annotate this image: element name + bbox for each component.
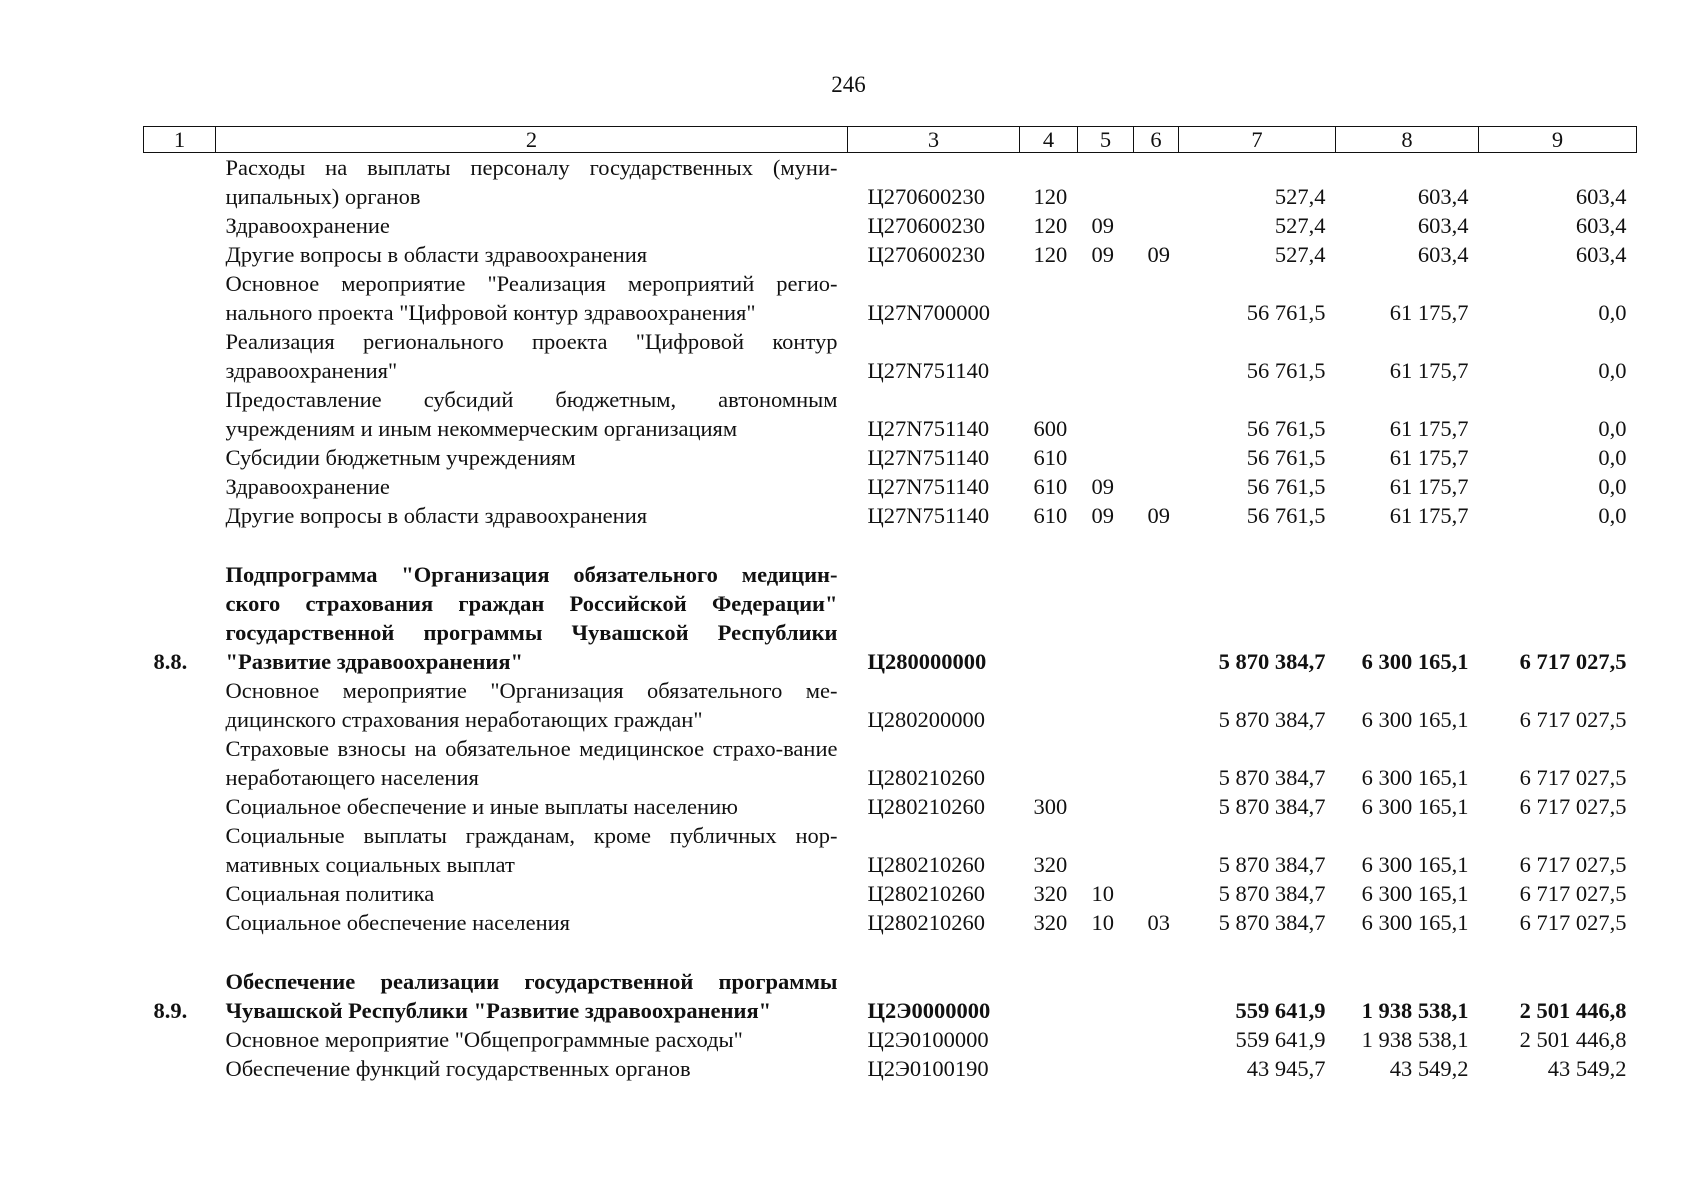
spacer-row: [144, 530, 1637, 560]
expense-type-code: 610: [1033, 474, 1068, 499]
amount-col-7: 5 870 384,7: [1218, 707, 1326, 732]
page-number: 246: [831, 72, 866, 97]
amount-col-7: 527,4: [1274, 213, 1326, 238]
target-code: Ц27N751140: [867, 474, 990, 499]
amount-col-7: 5 870 384,7: [1218, 649, 1326, 674]
row-name: Обеспечение реализации государственной программы Чувашской Республики "Развитие здравоохранения": [225, 969, 838, 1023]
subsection-code: [1134, 1025, 1179, 1054]
column-header-9: 9: [1479, 127, 1637, 153]
table-row: [144, 1054, 1637, 1083]
expense-type-code: 610: [1033, 445, 1068, 470]
table-row: [144, 879, 1637, 908]
amount-col-8: 1 938 538,1: [1361, 1027, 1469, 1052]
section-number: 8.8.: [153, 649, 188, 674]
section-code: 09: [1091, 213, 1114, 238]
section-code: [1078, 821, 1134, 879]
subsection-code: [1134, 472, 1179, 501]
column-header-2: 2: [216, 127, 848, 153]
subsection-code: [1134, 560, 1179, 676]
expense-type-code: [1020, 967, 1078, 1025]
row-name: Социальные выплаты гражданам, кроме публичных нор-мативных социальных выплат: [225, 823, 838, 877]
amount-col-7: 559 641,9: [1235, 1027, 1326, 1052]
table-row: [144, 443, 1637, 472]
section-number: [144, 385, 216, 443]
amount-col-8: 61 175,7: [1389, 474, 1469, 499]
section-number: [144, 879, 216, 908]
table-row: [144, 472, 1637, 501]
amount-col-8: 61 175,7: [1389, 416, 1469, 441]
amount-col-9: 43 549,2: [1547, 1056, 1627, 1081]
amount-col-7: 5 870 384,7: [1218, 794, 1326, 819]
section-code: [1078, 676, 1134, 734]
section-code: [1078, 792, 1134, 821]
section-number: [144, 501, 216, 530]
target-code: Ц280210260: [867, 765, 985, 790]
amount-col-9: 6 717 027,5: [1519, 910, 1627, 935]
amount-col-7: 56 761,5: [1246, 300, 1326, 325]
amount-col-9: 603,4: [1575, 184, 1627, 209]
section-code: [1078, 269, 1134, 327]
amount-col-9: 6 717 027,5: [1519, 649, 1627, 674]
target-code: Ц2Э0100190: [867, 1056, 989, 1081]
table-row: [144, 908, 1637, 937]
section-number: [144, 443, 216, 472]
row-name: Здравоохранение: [225, 213, 390, 238]
table-row: [144, 792, 1637, 821]
row-name: Предоставление субсидий бюджетным, автономным учреждениям и иным некоммерческим организациям: [225, 387, 838, 441]
amount-col-9: 2 501 446,8: [1519, 1027, 1627, 1052]
amount-col-7: 56 761,5: [1246, 358, 1326, 383]
table-row: [144, 560, 1637, 676]
target-code: Ц280210260: [867, 881, 985, 906]
row-name: Здравоохранение: [225, 474, 390, 499]
table-row: [144, 327, 1637, 385]
table-row: [144, 1025, 1637, 1054]
expense-type-code: 320: [1033, 881, 1068, 906]
table-row: [144, 676, 1637, 734]
expense-type-code: 320: [1033, 852, 1068, 877]
amount-col-9: 603,4: [1575, 213, 1627, 238]
target-code: Ц280210260: [867, 910, 985, 935]
amount-col-9: 6 717 027,5: [1519, 881, 1627, 906]
amount-col-7: 527,4: [1274, 242, 1326, 267]
subsection-code: [1134, 153, 1179, 212]
section-number: [144, 821, 216, 879]
amount-col-9: 0,0: [1598, 474, 1627, 499]
section-number: [144, 472, 216, 501]
section-code: [1078, 385, 1134, 443]
table-row: [144, 385, 1637, 443]
subsection-code: 09: [1147, 503, 1170, 528]
expense-type-code: 120: [1033, 184, 1068, 209]
section-code: [1078, 443, 1134, 472]
row-name: Реализация регионального проекта "Цифровой контур здравоохранения": [225, 329, 838, 383]
expense-type-code: 120: [1033, 213, 1068, 238]
section-code: [1078, 1025, 1134, 1054]
column-header-3: 3: [848, 127, 1020, 153]
column-number-header-row: [144, 127, 1637, 153]
column-header-4: 4: [1020, 127, 1078, 153]
subsection-code: [1134, 734, 1179, 792]
row-name: Субсидии бюджетным учреждениям: [225, 445, 576, 470]
amount-col-7: 56 761,5: [1246, 474, 1326, 499]
amount-col-8: 61 175,7: [1389, 358, 1469, 383]
subsection-code: 03: [1147, 910, 1170, 935]
target-code: Ц2Э0100000: [867, 1027, 989, 1052]
expense-type-code: 300: [1033, 794, 1068, 819]
amount-col-8: 61 175,7: [1389, 445, 1469, 470]
section-code: [1078, 734, 1134, 792]
subsection-code: 09: [1147, 242, 1170, 267]
amount-col-9: 0,0: [1598, 445, 1627, 470]
expense-type-code: [1020, 734, 1078, 792]
section-number: [144, 327, 216, 385]
amount-col-9: 6 717 027,5: [1519, 852, 1627, 877]
column-header-1: 1: [144, 127, 216, 153]
section-number: 8.9.: [153, 998, 188, 1023]
subsection-code: [1134, 676, 1179, 734]
amount-col-9: 0,0: [1598, 503, 1627, 528]
amount-col-8: 61 175,7: [1389, 503, 1469, 528]
target-code: Ц27N751140: [867, 445, 990, 470]
table-row: [144, 153, 1637, 212]
target-code: Ц280210260: [867, 794, 985, 819]
row-name: Другие вопросы в области здравоохранения: [225, 242, 648, 267]
spacer-cell: [144, 530, 1637, 560]
section-code: 09: [1091, 474, 1114, 499]
amount-col-8: 1 938 538,1: [1361, 998, 1469, 1023]
subsection-code: [1134, 269, 1179, 327]
amount-col-8: 6 300 165,1: [1361, 881, 1469, 906]
section-code: 10: [1091, 910, 1114, 935]
section-number: [144, 240, 216, 269]
section-number: [144, 269, 216, 327]
target-code: Ц270600230: [867, 242, 985, 267]
amount-col-7: 5 870 384,7: [1218, 910, 1326, 935]
table-row: [144, 211, 1637, 240]
row-name: Основное мероприятие "Общепрограммные расходы": [225, 1027, 743, 1052]
target-code: Ц2Э0000000: [867, 998, 991, 1023]
section-code: [1078, 967, 1134, 1025]
section-code: 09: [1091, 503, 1114, 528]
table-row: [144, 734, 1637, 792]
budget-table: [143, 126, 1637, 1083]
amount-col-8: 43 549,2: [1389, 1056, 1469, 1081]
amount-col-9: 603,4: [1575, 242, 1627, 267]
subsection-code: [1134, 443, 1179, 472]
row-name: Расходы на выплаты персоналу государственных (муни-ципальных) органов: [225, 155, 838, 209]
section-code: 09: [1091, 242, 1114, 267]
expense-type-code: [1020, 676, 1078, 734]
subsection-code: [1134, 211, 1179, 240]
expense-type-code: [1020, 1025, 1078, 1054]
amount-col-8: 6 300 165,1: [1361, 765, 1469, 790]
target-code: Ц280000000: [867, 649, 987, 674]
amount-col-7: 5 870 384,7: [1218, 881, 1326, 906]
expense-type-code: 600: [1033, 416, 1068, 441]
row-name: Страховые взносы на обязательное медицинское страхо-вание неработающего населения: [225, 736, 838, 790]
amount-col-7: 5 870 384,7: [1218, 765, 1326, 790]
amount-col-9: 6 717 027,5: [1519, 794, 1627, 819]
target-code: Ц27N751140: [867, 503, 990, 528]
amount-col-9: 6 717 027,5: [1519, 707, 1627, 732]
amount-col-8: 603,4: [1417, 184, 1469, 209]
amount-col-8: 603,4: [1417, 242, 1469, 267]
amount-col-8: 6 300 165,1: [1361, 707, 1469, 732]
target-code: Ц27N700000: [867, 300, 990, 325]
amount-col-9: 0,0: [1598, 300, 1627, 325]
section-code: [1078, 1054, 1134, 1083]
target-code: Ц270600230: [867, 184, 985, 209]
table-row: [144, 240, 1637, 269]
row-name: Социальное обеспечение населения: [225, 910, 571, 935]
amount-col-7: 43 945,7: [1246, 1056, 1326, 1081]
subsection-code: [1134, 967, 1179, 1025]
column-header-5: 5: [1078, 127, 1134, 153]
section-number: [144, 676, 216, 734]
expense-type-code: [1020, 560, 1078, 676]
amount-col-7: 56 761,5: [1246, 416, 1326, 441]
table-row: [144, 967, 1637, 1025]
table-row: [144, 269, 1637, 327]
amount-col-8: 6 300 165,1: [1361, 852, 1469, 877]
expense-type-code: 610: [1033, 503, 1068, 528]
amount-col-9: 2 501 446,8: [1519, 998, 1627, 1023]
amount-col-9: 6 717 027,5: [1519, 765, 1627, 790]
expense-type-code: 320: [1033, 910, 1068, 935]
row-name: Другие вопросы в области здравоохранения: [225, 503, 648, 528]
subsection-code: [1134, 792, 1179, 821]
section-number: [144, 211, 216, 240]
target-code: Ц27N751140: [867, 358, 990, 383]
row-name: Социальное обеспечение и иные выплаты населению: [225, 794, 738, 819]
section-code: [1078, 327, 1134, 385]
subsection-code: [1134, 385, 1179, 443]
amount-col-8: 6 300 165,1: [1361, 794, 1469, 819]
target-code: Ц27N751140: [867, 416, 990, 441]
amount-col-9: 0,0: [1598, 358, 1627, 383]
section-number: [144, 1025, 216, 1054]
amount-col-8: 6 300 165,1: [1361, 649, 1469, 674]
target-code: Ц280210260: [867, 852, 985, 877]
amount-col-8: 6 300 165,1: [1361, 910, 1469, 935]
section-number: [144, 153, 216, 212]
amount-col-9: 0,0: [1598, 416, 1627, 441]
subsection-code: [1134, 327, 1179, 385]
section-code: [1078, 560, 1134, 676]
spacer-cell: [144, 937, 1637, 967]
row-name: Обеспечение функций государственных органов: [225, 1056, 691, 1081]
column-header-8: 8: [1336, 127, 1479, 153]
subsection-code: [1134, 1054, 1179, 1083]
expense-type-code: [1020, 327, 1078, 385]
table-row: [144, 821, 1637, 879]
amount-col-7: 5 870 384,7: [1218, 852, 1326, 877]
section-number: [144, 908, 216, 937]
amount-col-8: 603,4: [1417, 213, 1469, 238]
section-code: 10: [1091, 881, 1114, 906]
section-number: [144, 1054, 216, 1083]
target-code: Ц270600230: [867, 213, 985, 238]
row-name: Социальная политика: [225, 881, 435, 906]
amount-col-7: 56 761,5: [1246, 445, 1326, 470]
subsection-code: [1134, 821, 1179, 879]
row-name: Подпрограмма "Организация обязательного медицин-ского страхования граждан Российской Федерации" государственной программы Чувашской Республики "Развитие здравоохранения": [225, 562, 838, 674]
table-row: [144, 501, 1637, 530]
target-code: Ц280200000: [867, 707, 985, 732]
amount-col-7: 56 761,5: [1246, 503, 1326, 528]
column-header-6: 6: [1134, 127, 1179, 153]
section-code: [1078, 153, 1134, 212]
column-header-7: 7: [1179, 127, 1336, 153]
expense-type-code: [1020, 1054, 1078, 1083]
amount-col-8: 61 175,7: [1389, 300, 1469, 325]
row-name: Основное мероприятие "Реализация мероприятий регио-нального проекта "Цифровой контур здравоохранения": [225, 271, 838, 325]
section-number: [144, 734, 216, 792]
table-body: [144, 153, 1637, 1084]
subsection-code: [1134, 879, 1179, 908]
expense-type-code: [1020, 269, 1078, 327]
amount-col-7: 527,4: [1274, 184, 1326, 209]
section-number: [144, 792, 216, 821]
spacer-row: [144, 937, 1637, 967]
amount-col-7: 559 641,9: [1235, 998, 1326, 1023]
expense-type-code: 120: [1033, 242, 1068, 267]
row-name: Основное мероприятие "Организация обязательного ме-дицинского страхования неработающих граждан": [225, 678, 838, 732]
